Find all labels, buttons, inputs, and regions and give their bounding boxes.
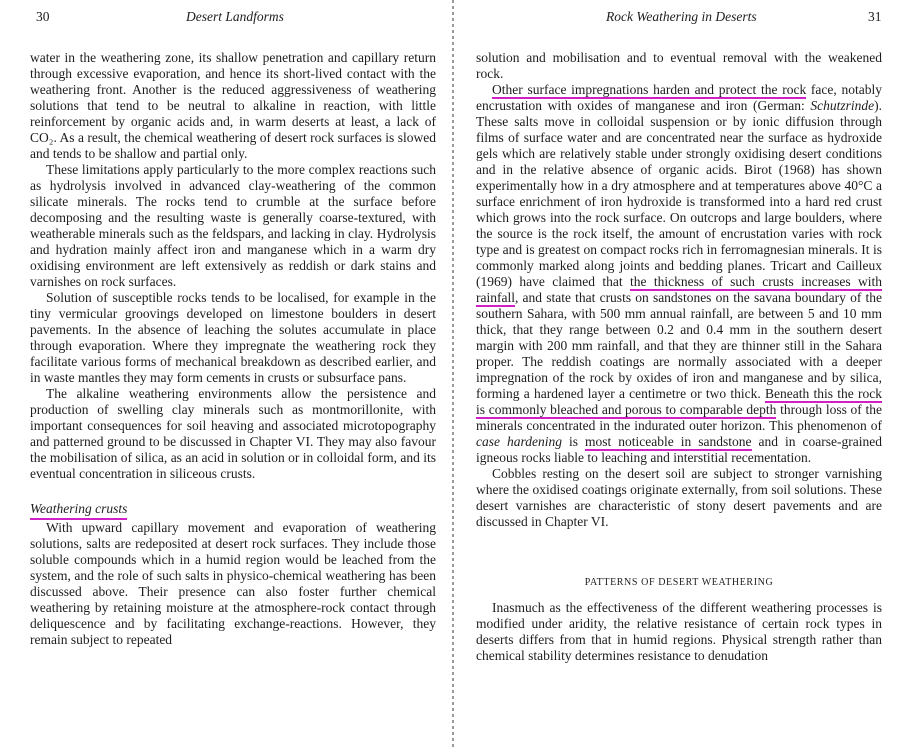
- text-run: face, notably encrustation with oxides of manganese and iron (German:: [476, 82, 882, 113]
- right-page-body: [476, 50, 882, 664]
- text-run: and in coarse-grained igneous rocks liable to leaching and interstitial recementation.: [476, 434, 883, 465]
- left-page-body: [30, 50, 436, 648]
- german-term: Schutzrinde: [810, 98, 875, 113]
- text-run: ). These salts move in colloidal suspension or by ionic diffusion through films of surface water and are concentrated near the surface as hydroxide gels which are relatively stable under strongly oxidising desert conditions and in the relative absence of organic acids. Birot (1968) has shown experimentally how in a dry atmosphere and at temperatures above 40°C a surface enrichment of iron hydroxide is transformed into a hard red crust which grows into the rock surface. On outcrops and large boulders, where the source is the rock itself, the amount of encrustation varies with rock type and is greatest on compact rocks rich in ferromagnesian minerals. It is commonly marked along joints and bedding planes. Tricart and Cailleux (1969) have claimed that: [476, 98, 882, 289]
- text-run: , and state that crusts on sandstones on the savana boundary of the southern Sahara, with 500 mm annual rainfall, are between 5 and 10 mm thick, that they range between 0.2 and 0.4 mm in the southern desert margin with 200 mm rainfall, and that they are thinner still in the Sahara proper. The reddish coatings are normally associated with a deeper impregnation of the rock by oxides of iron and manganese and by silica, forming a hardened layer a centimetre or two thick.: [476, 290, 882, 401]
- paragraph: These limitations apply particularly to the more complex reactions such as hydrolysis involved in advanced clay-weathering of the common silicate minerals. The rocks tend to crumble at the surface before decomposing and the resulting waste is generally coarse-textured, with weatherable minerals such as the feldspars, and lacking in clay. Hydrolysis and hydration mainly affect iron and manganese which in a warm dry oxidising environment are left extensively as reddish or dark stains and varnishes on rock surfaces.: [30, 162, 436, 289]
- highlighted-text: the thickness of such crusts increases with rainfall: [476, 274, 882, 305]
- case-hardening-term: case hardening: [476, 434, 562, 449]
- highlighted-text: Beneath this the rock is commonly bleached and porous to comparable depth: [476, 386, 883, 417]
- right-page: [454, 0, 902, 750]
- paragraph: Solution of susceptible rocks tends to be localised, for example in the tiny vermicular groovings developed on limestone boulders in desert pavements. In the absence of leaching the solutes accumulate in place through evaporation. Where they impregnate the weathering rock they facilitate various forms of mechanical breakdown as described earlier, and in waste mantles they may form cements in crusts or subsurface pans.: [30, 290, 436, 385]
- text-run: is: [562, 434, 586, 449]
- highlighted-text: most noticeable in sandstone: [585, 434, 752, 449]
- page-number: 31: [868, 9, 882, 24]
- section-heading: PATTERNS OF DESERT WEATHERING: [584, 577, 774, 588]
- paragraph: Cobbles resting on the desert soil are subject to stronger varnishing where the oxidised coatings originate externally, from soil solutions. These desert varnishes are characteristic of stony desert pavements and are discussed in Chapter VI.: [476, 466, 882, 529]
- text-run: through loss of the minerals concentrated in the indurated outer horizon. This phenomenon of: [476, 402, 882, 433]
- paragraph: water in the weathering zone, its shallow penetration and capillary return through excessive evaporation, and hence its short-lived contact with the weathering front. Another is the reduced aggressiveness of weathering solutions that tend to be neutral to alkaline in reaction, with little reinforcement by organic acids and, in warm deserts at least, a lack of CO₂. As a result, the chemical weathering of desert rock surfaces is slowed and tends to be shallow and partial only.: [30, 50, 436, 161]
- paragraph: The alkaline weathering environments allow the persistence and production of swelling clay minerals such as montmorillonite, with important consequences for soil heaving and associated microtopography and patterned ground to be discussed in Chapter VI. They may also favour the mobilisation of silica, as an acid in solution or in colloidal form, and its eventual concentration in siliceous crusts.: [30, 386, 436, 481]
- paragraph: solution and mobilisation and to eventual removal with the weakened rock.: [476, 50, 882, 81]
- paragraph-surface-impregnations: [476, 82, 882, 466]
- running-head: Rock Weathering in Deserts: [606, 9, 757, 24]
- paragraph: With upward capillary movement and evaporation of weathering solutions, salts are redeposited at desert rock surfaces. They include those soluble compounds which in a humid region would be leached from the system, and the role of such salts in physico-chemical weathering has been discussed above. Their presence can also foster further chemical weathering by retaining moisture at the atmosphere-rock contact through deliquescence and by facilitating exchange-reactions. However, they remain subject to repeated: [30, 520, 436, 647]
- subheading-weathering-crusts: Weathering crusts: [30, 501, 127, 520]
- running-head: Desert Landforms: [186, 9, 284, 24]
- paragraph: Inasmuch as the effectiveness of the different weathering processes is modified under aridity, the relative resistance of certain rock types in deserts differs from that in humid regions. Physical strength rather than chemical stability determines resistance to denudation: [476, 600, 882, 663]
- highlighted-text: Other surface impregnations harden and protect the rock: [492, 82, 807, 97]
- page-number: 30: [36, 9, 50, 24]
